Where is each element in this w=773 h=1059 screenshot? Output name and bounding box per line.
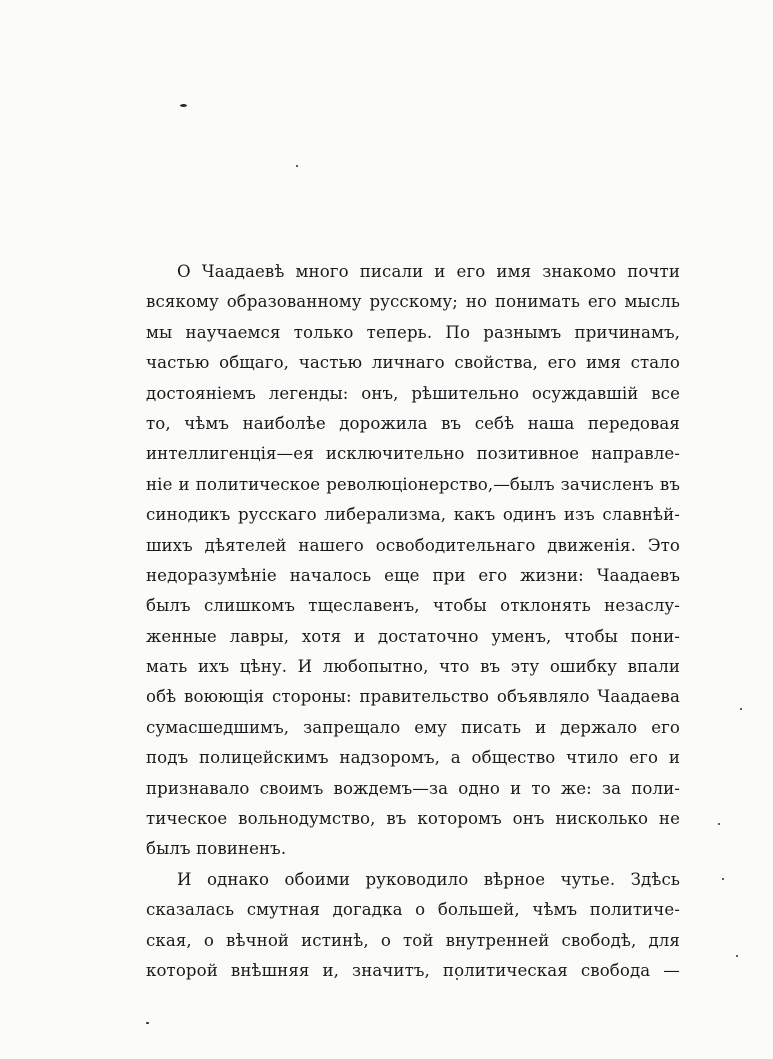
text-line: мы научаемся только теперь. По разнымъ причинамъ, bbox=[146, 322, 680, 342]
text-line: частью общаго, частью личнаго свойства, его имя стало bbox=[146, 353, 680, 373]
text-line: достояніемъ легенды: онъ, рѣшительно осуждавшій все bbox=[146, 383, 680, 403]
body-text bbox=[146, 257, 680, 986]
text-line: ніе и политическое революціонерство,—былъ зачисленъ въ bbox=[146, 474, 680, 494]
text-line: признавало своимъ вождемъ—за одно и то же: за поли- bbox=[146, 778, 680, 798]
text-line: шихъ дѣятелей нашего освободительнаго движенія. Это bbox=[146, 535, 680, 555]
scan-speck bbox=[146, 1022, 149, 1024]
scan-speck bbox=[180, 104, 187, 107]
paragraph-1 bbox=[146, 257, 680, 865]
scan-speck bbox=[718, 823, 720, 825]
text-line: И однако обоими руководило вѣрное чутье. Здѣсь bbox=[177, 869, 680, 889]
paragraph-2 bbox=[146, 865, 680, 987]
text-line: всякому образованному русскому; но понимать его мысль bbox=[146, 292, 680, 312]
text-line: недоразумѣніе началось еще при его жизни: Чаадаевъ bbox=[146, 565, 680, 585]
text-line: синодикъ русскаго либерализма, какъ одинъ изъ славнѣй- bbox=[146, 505, 680, 525]
text-line: женные лавры, хотя и достаточно уменъ, чтобы пони- bbox=[146, 626, 680, 646]
text-line: сумасшедшимъ, запрещало ему писать и держало его bbox=[146, 717, 680, 737]
text-line: мать ихъ цѣну. И любопытно, что въ эту ошибку впали bbox=[146, 657, 680, 677]
text-line: О Чаадаевѣ много писали и его имя знакомо почти bbox=[177, 262, 680, 281]
scan-speck bbox=[722, 878, 724, 880]
text-line: интеллигенція—ея исключительно позитивное направле- bbox=[146, 444, 680, 464]
text-line: былъ слишкомъ тщеславенъ, чтобы отклонять незаслу- bbox=[146, 596, 680, 616]
text-line: сказалась смутная догадка о большей, чѣмъ политиче- bbox=[146, 900, 680, 920]
text-line: ская, о вѣчной истинѣ, о той внутренней свободѣ, для bbox=[146, 930, 680, 950]
text-line: подъ полицейскимъ надзоромъ, а общество чтило его и bbox=[146, 748, 680, 768]
text-line: былъ повиненъ. bbox=[146, 839, 287, 859]
scan-speck bbox=[736, 955, 738, 957]
text-line: которой внѣшняя и, значитъ, политическая свобода — bbox=[146, 960, 680, 980]
text-line: тическое вольнодумство, въ которомъ онъ нисколько не bbox=[146, 809, 680, 829]
scan-speck bbox=[740, 708, 742, 710]
text-line: обѣ воюющія стороны: правительство объявляло Чаадаева bbox=[146, 687, 680, 707]
text-line: то, чѣмъ наиболѣе дорожила въ себѣ наша передовая bbox=[146, 413, 680, 433]
scan-speck bbox=[296, 165, 298, 167]
